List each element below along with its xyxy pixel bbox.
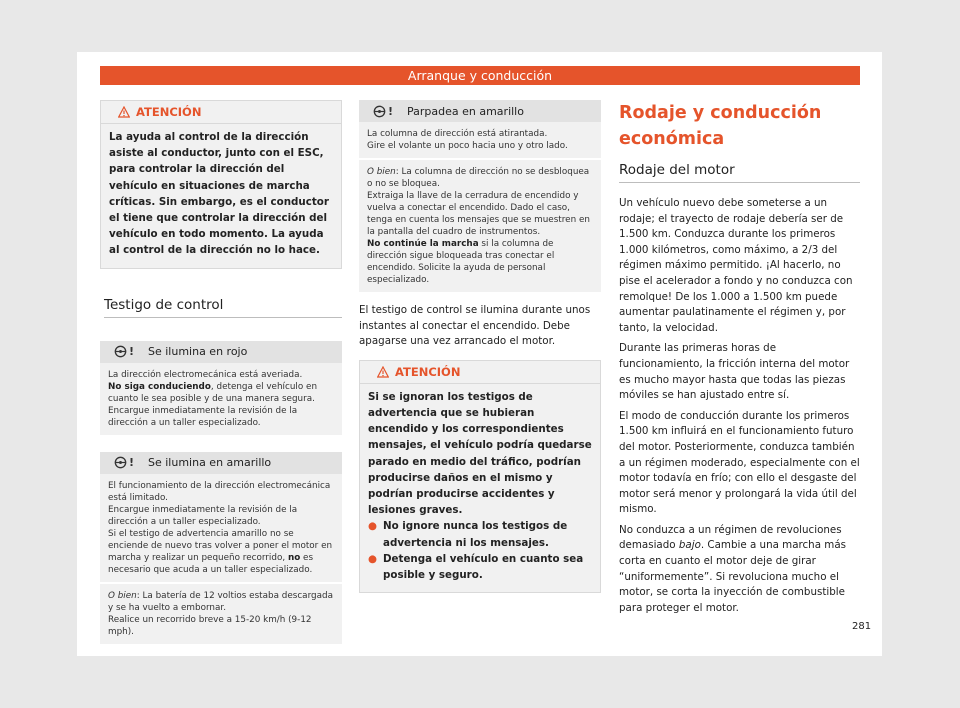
warning-body	[360, 384, 600, 592]
steering-warning-icon: !	[373, 105, 401, 118]
bullet-dot-icon: ●	[368, 552, 377, 565]
warning-bullet: ● No ignore nunca los testigos de advertencia ni los mensajes.	[368, 518, 592, 550]
warning-text: Si se ignoran los testigos de advertencia que se hubieran encendido y los correspondientes mensajes, el vehículo podría quedarse parado en medio del tráfico, podrían producirse daños en el mismo y podrían producirse accidentes y lesiones graves.	[368, 390, 592, 517]
steering-warning-icon: !	[114, 456, 142, 469]
section-title-control-lamp: Testigo de control	[104, 297, 342, 318]
paragraph: No conduzca a un régimen de revoluciones demasiado bajo. Cambie a una marcha más corta en cuanto el motor deje de girar “uniformemente”. Si revoluciona mucho el motor, se corta la inyección de combustible para proteger el motor.	[619, 523, 846, 614]
paragraph: Durante las primeras horas de funcionamiento, la fricción interna del motor es mucho mayor hasta que todas las piezas móviles se han ajustado entre sí.	[619, 342, 850, 402]
warning-triangle-icon	[118, 106, 130, 118]
lamp-title-amber: Se ilumina en amarillo	[148, 456, 272, 470]
column-2	[359, 100, 601, 593]
warning-box-steering	[100, 100, 342, 269]
chapter-header: Arranque y conducción	[100, 66, 860, 85]
lamp-cell: O bien: La columna de dirección no se desbloquea o no se bloquea. Extraiga la llave de la cerradura de encendido y vuelva a conectar el encendido. Dado el caso, tenga en cuenta los mensajes que se muestren en la pantalla del cuadro de instrumentos. No continúe la marcha si la columna de dirección sigue bloqueada tras conectar el encendido. Solicite la ayuda de personal especializado.	[359, 158, 601, 292]
lamp-title-red: Se ilumina en rojo	[148, 345, 248, 359]
page-number: 281	[852, 621, 872, 632]
section-main-title: Rodaje y conducción económica	[619, 103, 822, 149]
lamp-table-amber	[100, 452, 342, 644]
lamp-cell: El funcionamiento de la dirección electromecánica está limitado. Encargue inmediatamente la revisión de la dirección a un taller especializado. Si el testigo de advertencia amarillo no se enciende de nuevo tras volver a poner el motor en marcha y realizar un pequeño recorrido, no es necesario que acuda a un taller especializado.	[108, 480, 333, 575]
column-1	[100, 100, 342, 644]
warning-title: ATENCIÓN	[395, 364, 461, 379]
bullet-dot-icon: ●	[368, 520, 377, 533]
warning-header	[101, 101, 341, 124]
warning-triangle-icon	[377, 366, 389, 378]
warning-title: ATENCIÓN	[136, 105, 202, 119]
paragraph: Un vehículo nuevo debe someterse a un rodaje; el trayecto de rodaje debería ser de 1.500 km. Conduzca durante los primeros 1.000 kilómetros, como máximo, a 2/3 del régimen máximo permitido. ¡Al hacerlo, no pise el acelerador a fondo y no conduzca con remolque! De los 1.000 a 1.500 km puede aumentar paulatinamente el régimen y, por tanto, la velocidad.	[619, 197, 853, 334]
lamp-header-blink	[359, 100, 601, 122]
warning-header	[360, 361, 600, 384]
lamp-header-red	[100, 341, 342, 363]
column-3	[619, 100, 860, 616]
lamp-cell: La dirección electromecánica está averiada. No siga conduciendo, detenga el vehículo en cuanto le sea posible y de una manera segura. Encargue inmediatamente la revisión de la dirección a un taller especializado.	[108, 369, 318, 428]
steering-warning-icon: !	[114, 345, 142, 358]
section-subtitle: Rodaje del motor	[619, 162, 860, 183]
lamp-header-amber	[100, 452, 342, 474]
lamp-table-red	[100, 341, 342, 435]
lamp-cell: La columna de dirección está atirantada. Gire el volante un poco hacia uno y otro lado.	[367, 129, 568, 151]
paragraph-lamp-info: El testigo de control se ilumina durante unos instantes al conectar el encendido. Debe apagarse una vez arrancado el motor.	[359, 304, 591, 348]
lamp-cell: O bien: La batería de 12 voltios estaba descargada y se ha vuelto a embornar. Realice un recorrido breve a 15-20 km/h (9-12 mph).	[100, 582, 342, 644]
warning-text: La ayuda al control de la dirección asiste al conductor, junto con el ESC, para controlar la dirección del vehículo en situaciones de marcha críticas. Sin embargo, es el conductor el tiene que controlar la dirección del vehículo en todo momento. La ayuda al control de la dirección no lo hace.	[109, 131, 329, 257]
lamp-table-blink	[359, 100, 601, 292]
lamp-title-blink: Parpadea en amarillo	[407, 104, 524, 118]
warning-box-lamps	[359, 360, 601, 593]
paragraph: El modo de conducción durante los primeros 1.500 km influirá en el funcionamiento futuro del motor. Posteriormente, conduzca también a un régimen moderado, especialmente con el motor todavía en frío; con ello el desgaste del motor será menor y prolongará la vida útil del mismo.	[619, 409, 860, 516]
warning-bullet: ● Detenga el vehículo en cuanto sea posible y seguro.	[368, 551, 592, 583]
